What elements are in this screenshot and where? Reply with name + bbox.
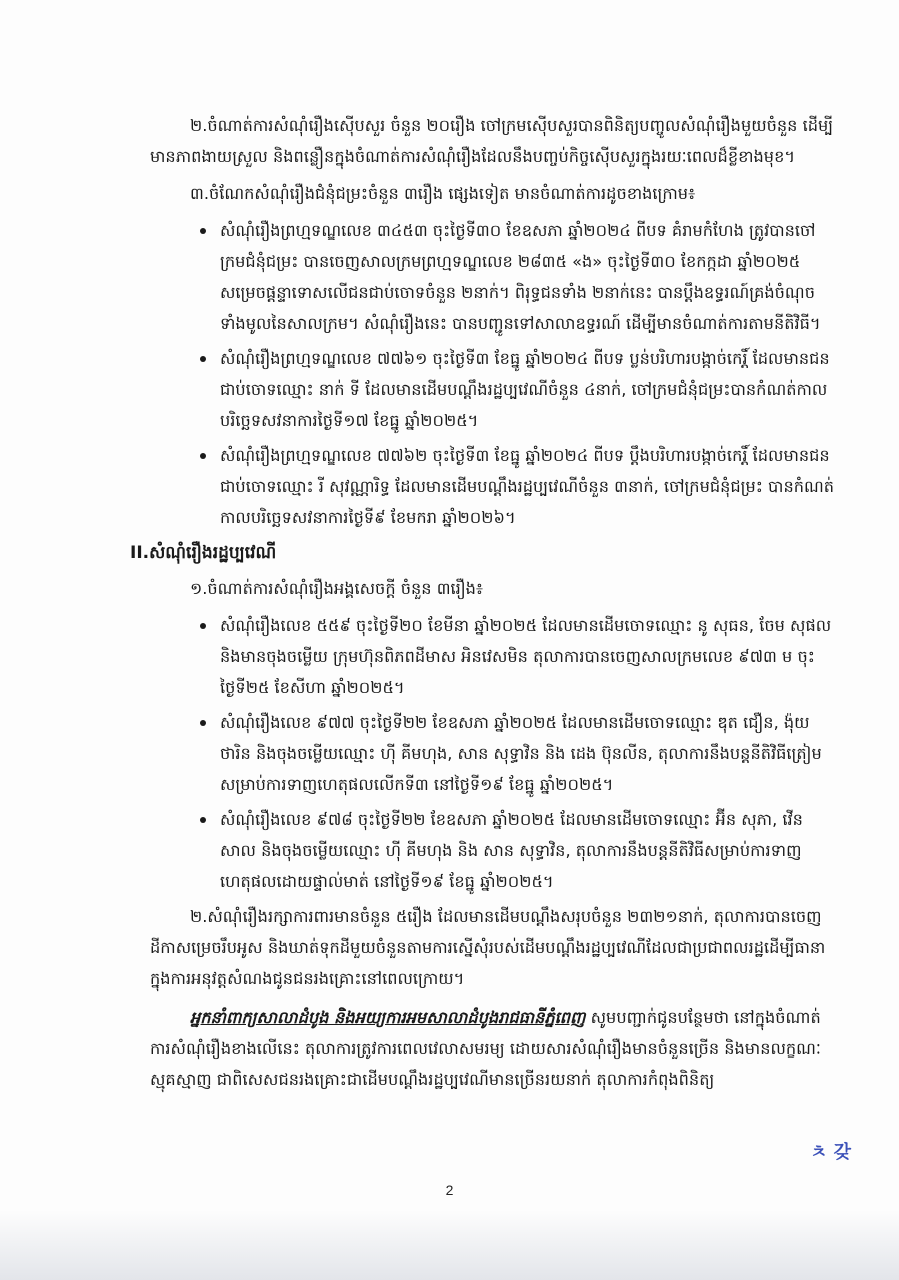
bullet-icon (200, 453, 206, 459)
page-number: 2 (445, 1182, 454, 1198)
document-body (130, 110, 840, 1101)
closing-text: សូមបញ្ជាក់ជូនបន្ថែមថា នៅក្នុងចំណាត់ការសំណុំរឿងខាងលើនេះ តុលាការត្រូវការពេលវេលាសមរម្យ ដោយសារសំណុំរឿងមានចំនួនច្រើន និងមានលក្ខណៈស្មុគស្មាញ ជាពិសេសជនរងគ្រោះជាដើមបណ្តឹងរដ្ឋប្បវេណីមានច្រើនរយនាក់ តុលាការកំពុងពិនិត្យ (150, 1008, 821, 1089)
list-item-text: សំណុំរឿងព្រហ្មទណ្ឌលេខ ៧៧៦២ ចុះថ្ងៃទី៣ ខែធ្នូ ឆ្នាំ២០២៤ ពីបទ ប្តឹងបរិហារបង្កាច់កេរ្តិ៍ ដែលមានជនជាប់ចោទឈ្មោះ រី សុវណ្ណារិទ្ធ ដែលមានដើមបណ្តឹងរដ្ឋប្បវេណីចំនួន ៣នាក់, ចៅក្រមជំនុំជម្រះ បានកំណត់កាលបរិច្ឆេទសវនាការថ្ងៃទី៩ ខែមករា ឆ្នាំ២០២៦។ (220, 446, 835, 527)
list-item (150, 440, 840, 533)
criminal-case-list (150, 215, 840, 533)
list-item-text: សំណុំរឿងលេខ ៥៥៩ ចុះថ្ងៃទី២០ ខែមីនា ឆ្នាំ២០២៥ ដែលមានដើមចោទឈ្មោះ នូ សុធន, ចែម សុផល និងមានចុងចម្លើយ ក្រុមហ៊ុនពិភពដីមាស អិនវេសមិន តុលាការបានចេញសាលក្រមលេខ ៩៧៣ ម ចុះថ្ងៃទី២៥ ខែសីហា ឆ្នាំ២០២៥។ (220, 616, 832, 697)
list-item (150, 215, 840, 339)
bullet-icon (200, 817, 206, 823)
paragraph-closing (150, 1002, 840, 1095)
bullet-icon (200, 720, 206, 726)
paragraph-trial-cases: ៣.ចំណែកសំណុំរឿងជំនុំជម្រះចំនួន ៣រឿង ផ្សេងទៀត មានចំណាត់ការដូចខាងក្រោម៖ (190, 184, 696, 203)
list-item-text: សំណុំរឿងព្រហ្មទណ្ឌលេខ ៧៧៦១ ចុះថ្ងៃទី៣ ខែធ្នូ ឆ្នាំ២០២៤ ពីបទ ប្លន់បរិហារបង្កាច់កេរ្តិ៍ ដែលមានជនជាប់ចោទឈ្មោះ នាក់ ទី ដែលមានដើមបណ្តឹងរដ្ឋប្បវេណីចំនួន ៤នាក់, ចៅក្រមជំនុំជម្រះបានកំណត់កាលបរិច្ឆេទសវនាការថ្ងៃទី១៧ ខែធ្នូ ឆ្នាំ២០២៥។ (220, 349, 830, 430)
paragraph-investigation: ២.ចំណាត់ការសំណុំរឿងស៊ើបសួរ ចំនួន ២០រឿង ចៅក្រមស៊ើបសួរបានពិនិត្យបញ្ចូលសំណុំរឿងមួយចំនួន ដើម្បីមានភាពងាយស្រួល និងពន្លឿនក្នុងចំណាត់ការសំណុំរឿងដែលនឹងបញ្ចប់កិច្ចស៊ើបសួរក្នុងរយៈពេលដ៏ខ្លីខាងមុខ។ (150, 116, 834, 166)
list-item (150, 707, 840, 800)
list-item-text: សំណុំរឿងព្រហ្មទណ្ឌលេខ ៣៤៥៣ ចុះថ្ងៃទី៣០ ខែឧសភា ឆ្នាំ២០២៤ ពីបទ គំរាមកំហែង ត្រូវបានចៅក្រមជំនុំជម្រះ បានចេញសាលក្រមព្រហ្មទណ្ឌលេខ ២៨៣៥ «ង» ចុះថ្ងៃទី៣០ ខែកក្កដា ឆ្នាំ២០២៥ សម្រេចផ្តន្ទាទោសលើជនជាប់ចោទចំនួន ២នាក់។ ពិរុទ្ធជនទាំង ២នាក់នេះ បានប្តឹងឧទ្ធរណ៍គ្រង់ចំណុចទាំងមូលនៃសាលក្រម។ សំណុំរឿងនេះ បានបញ្ជូនទៅសាលាឧទ្ធរណ៍ ដើម្បីមានចំណាត់ការតាមនីតិវិធី។ (220, 221, 821, 333)
paragraph-protective-cases: ២.សំណុំរឿងរក្សាការពារមានចំនួន ៥រឿង ដែលមានដើមបណ្តឹងសរុបចំនួន ២៣២១នាក់, តុលាការបានចេញដីកាសម្រេចរឹបអូស និងឃាត់ទុកដីមួយចំនួនតាមការស្នើសុំរបស់ដើមបណ្តឹងរដ្ឋប្បវេណីដែលជាប្រជាពលរដ្ឋដើម្បីធានាក្នុងការអនុវត្តសំណងជូនជនរងគ្រោះនៅពេលក្រោយ។ (150, 907, 826, 988)
scan-shadow (0, 1210, 899, 1280)
bullet-icon (200, 356, 206, 362)
civil-case-list (150, 610, 840, 897)
list-item-text: សំណុំរឿងលេខ ៩៧៧ ចុះថ្ងៃទី២២ ខែឧសភា ឆ្នាំ២០២៥ ដែលមានដើមចោទឈ្មោះ ឌុត ជឿន, ង៉ុយ ថារិន និងចុងចម្លើយឈ្មោះ ហ៊ី គីមហុង, សាន សុទ្ធាវិន និង ដេង ប៊ុនលីន, តុលាការនឹងបន្តនីតិវិធីត្រៀមសម្រាប់ការទាញហេតុផលលើកទី៣ នៅថ្ងៃទី១៩ ខែធ្នូ ឆ្នាំ២០២៥។ (220, 713, 822, 794)
list-item (150, 804, 840, 897)
spokesperson-title: អ្នកនាំពាក្យសាលាដំបូង និងអយ្យការអមសាលាដំបូងរាជធានីភ្នំពេញ (190, 1008, 586, 1027)
list-item (150, 343, 840, 436)
list-item-text: សំណុំរឿងលេខ ៩៧៨ ចុះថ្ងៃទី២២ ខែឧសភា ឆ្នាំ២០២៥ ដែលមានដើមចោទឈ្មោះ អ៊ីន សុភា, វើន សាល និងចុងចម្លើយឈ្មោះ ហ៊ី គីមហុង និង សាន សុទ្ធាវិន, តុលាការនឹងបន្តនីតិវិធីសម្រាប់ការទាញហេតុផលដោយផ្ទាល់មាត់ នៅថ្ងៃទី១៩ ខែធ្នូ ឆ្នាំ២០២៥។ (220, 810, 803, 891)
list-item (150, 610, 840, 703)
handwritten-initials: ㅊ 갖 (810, 1142, 852, 1163)
section-heading-civil: II.សំណុំរឿងរដ្ឋប្បវេណី (130, 543, 277, 563)
subheading-substantive-cases: ១.ចំណាត់ការសំណុំរឿងអង្គសេចក្តី ចំនួន ៣រឿង៖ (190, 579, 484, 598)
bullet-icon (200, 623, 206, 629)
bullet-icon (200, 228, 206, 234)
